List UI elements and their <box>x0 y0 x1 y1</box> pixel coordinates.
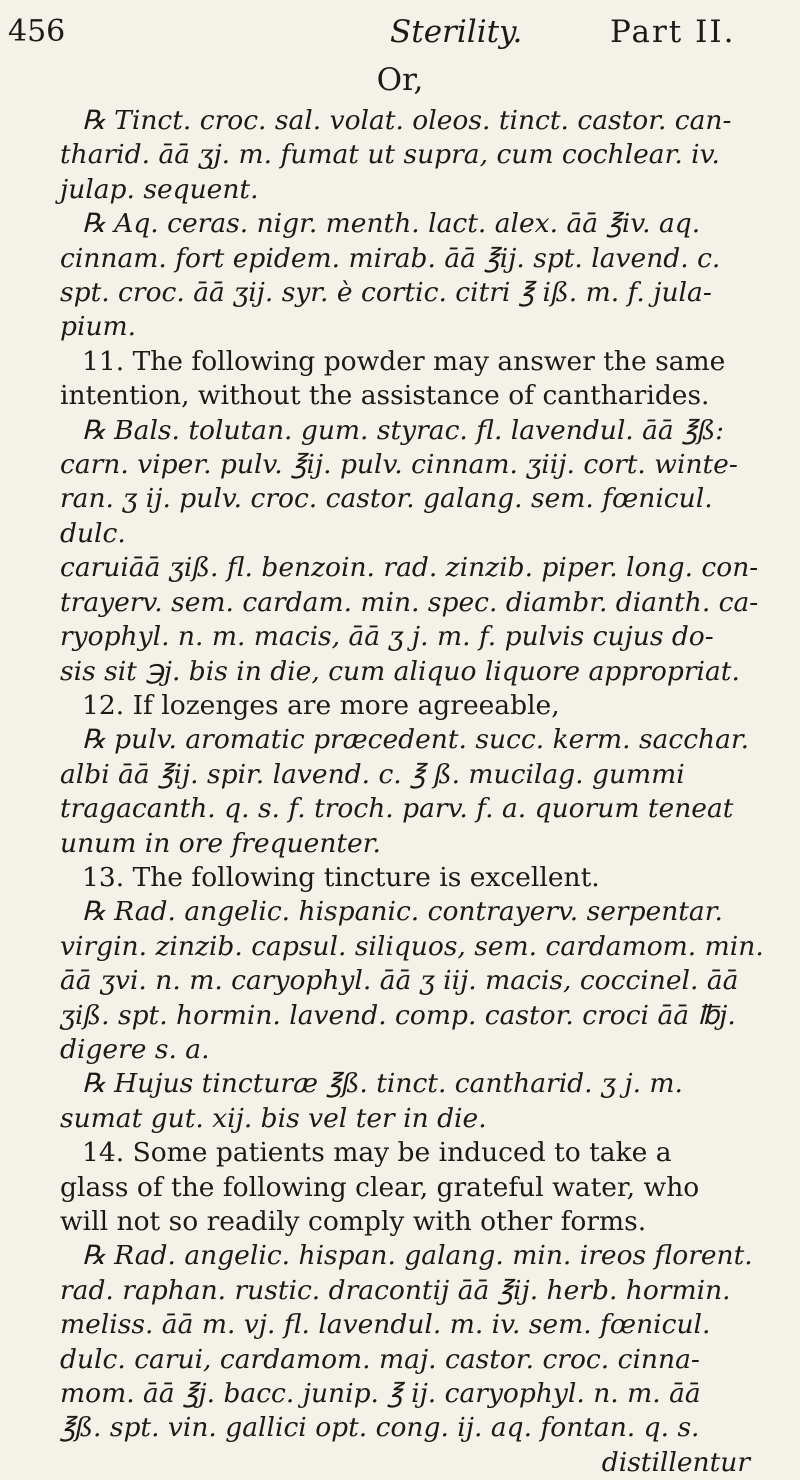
recipe-line: meliss. āā m. vj. fl. lavendul. m. iv. sem. fœnicul. <box>60 1309 711 1341</box>
recipe-line: digere s. a. <box>60 1033 210 1065</box>
page-header <box>0 14 800 64</box>
paragraph-line: 13. The following tincture is excellent. <box>82 861 600 893</box>
recipe-line: tragacanth. q. s. f. troch. parv. f. a. quorum teneat <box>60 793 734 825</box>
recipe-line: sumat gut. xij. bis vel ter in die. <box>60 1102 487 1134</box>
recipe-line: unum in ore frequenter. <box>60 827 381 859</box>
recipe-line: ℞ Rad. angelic. hispan. galang. min. ireos florent. <box>82 1240 753 1272</box>
recipe-line: dulc. carui, cardamom. maj. castor. croc. cinna- <box>60 1343 700 1375</box>
recipe-line: virgin. zinzib. capsul. siliquos, sem. cardamom. min. <box>60 930 764 962</box>
page-number: 456 <box>8 14 66 49</box>
recipe-line: ryophyl. n. m. macis, āā ʒ j. m. f. pulvis cujus do- <box>60 621 714 653</box>
paragraph-line: will not so readily comply with other forms. <box>60 1206 647 1237</box>
recipe-line: julap. sequent. <box>60 173 259 205</box>
recipe-line: āā ʒvi. n. m. caryophyl. āā ʒ iij. macis, coccinel. āā <box>60 965 739 997</box>
recipe-line: ℞ pulv. aromatic præcedent. succ. kerm. sacchar. <box>82 724 750 756</box>
recipe-line: caruiāā ʒiß. fl. benzoin. rad. zinzib. piper. long. con- <box>60 552 759 584</box>
recipe-line: ʒiß. spt. hormin. lavend. comp. castor. croci āā ℔j. <box>60 999 736 1031</box>
recipe-line: tharid. āā ʒj. m. fumat ut supra, cum cochlear. iv. <box>60 139 720 171</box>
page-body <box>60 104 778 1480</box>
recipe-line: carn. viper. pulv. ℥ij. pulv. cinnam. ʒiij. cort. winte- <box>60 449 738 481</box>
or-heading: Or, <box>376 62 424 98</box>
recipe-line: pium. <box>60 311 137 343</box>
recipe-line: ℥ß. spt. vin. gallici opt. cong. ij. aq. fontan. q. s. <box>60 1412 700 1444</box>
recipe-line: sis sit ℈j. bis in die, cum aliquo liquore appropriat. <box>60 655 740 687</box>
recipe-line: albi āā ℥ij. spir. lavend. c. ℥ ß. mucilag. gummi <box>60 758 685 790</box>
recipe-line: distillentur <box>601 1446 750 1478</box>
paragraph-line: intention, without the assistance of cantharides. <box>60 380 710 412</box>
paragraph-line: 12. If lozenges are more agreeable, <box>82 689 560 721</box>
part-label: Part II. <box>610 14 736 50</box>
paragraph-line: glass of the following clear, grateful water, who <box>60 1171 700 1203</box>
recipe-line: rad. raphan. rustic. dracontij āā ℥ij. herb. hormin. <box>60 1274 731 1306</box>
recipe-line: ℞ Bals. tolutan. gum. styrac. fl. lavendul. āā ℥ß: <box>82 414 725 446</box>
running-title: Sterility. <box>390 14 523 50</box>
recipe-line: ran. ʒ ij. pulv. croc. castor. galang. sem. fœnicul. dulc. <box>60 483 713 549</box>
paragraph-line: 11. The following powder may answer the same <box>82 345 726 377</box>
recipe-line: cinnam. fort epidem. mirab. āā ℥ij. spt. lavend. c. <box>60 242 721 274</box>
recipe-line: ℞ Aq. ceras. nigr. menth. lact. alex. āā ℥iv. aq. <box>82 208 701 240</box>
recipe-line: trayerv. sem. cardam. min. spec. diambr. dianth. ca- <box>60 586 759 618</box>
recipe-line: ℞ Hujus tincturæ ℥ß. tinct. cantharid. ʒ j. m. <box>82 1068 683 1100</box>
recipe-line: spt. croc. āā ʒij. syr. è cortic. citri ℥ iß. m. f. jula- <box>60 277 712 309</box>
recipe-line: ℞ Rad. angelic. hispanic. contrayerv. serpentar. <box>82 896 723 928</box>
recipe-line: ℞ Tinct. croc. sal. volat. oleos. tinct. castor. can- <box>82 105 732 136</box>
recipe-line: mom. āā ℥j. bacc. junip. ℥ ij. caryophyl. n. m. āā <box>60 1378 701 1410</box>
paragraph-line: 14. Some patients may be induced to take a <box>82 1137 672 1169</box>
